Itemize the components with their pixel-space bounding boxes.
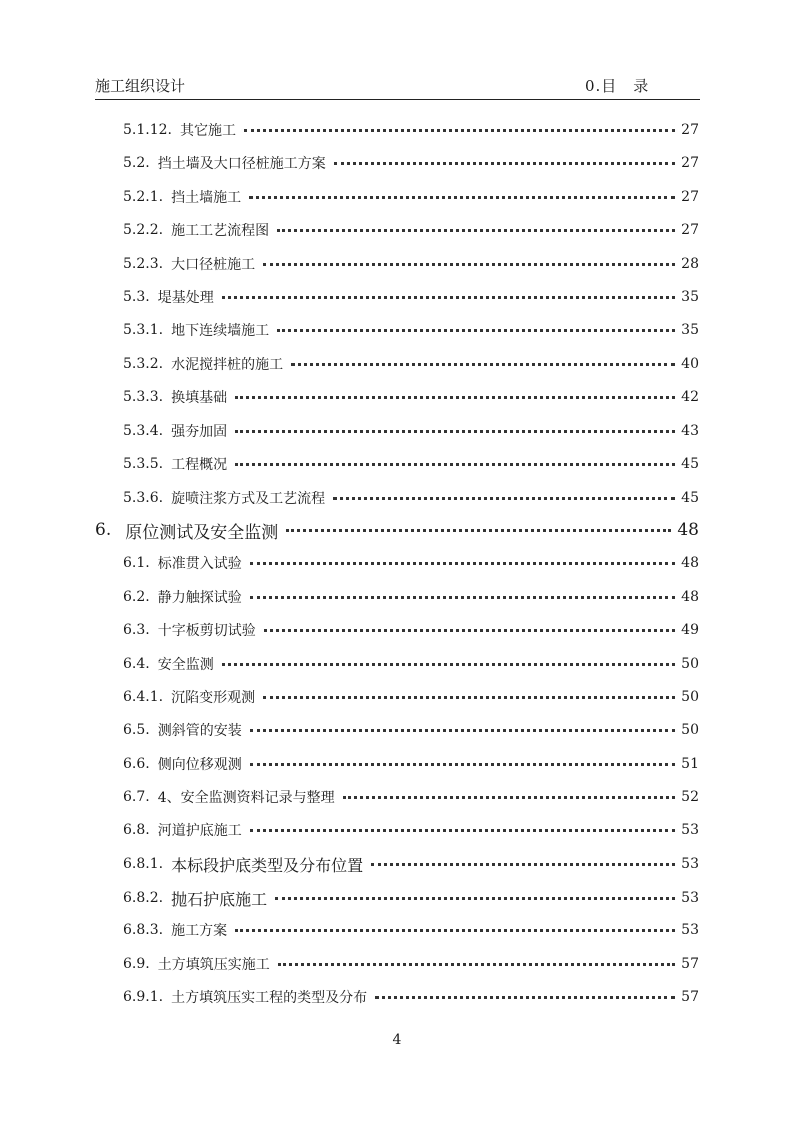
toc-entry[interactable] [123,318,699,342]
toc-entry-page: 48 [681,555,699,571]
toc-entry-title: 其它施工 [179,123,236,139]
toc-entry-title: 施工工艺流程图 [171,223,270,239]
toc-entry[interactable] [95,518,699,542]
toc-entry-page: 28 [681,256,699,272]
toc-entry[interactable] [123,486,699,510]
toc-entry-number: 5.1.12. [123,122,172,138]
toc-entry-number: 5.3.1. [123,322,164,338]
toc-entry-page: 50 [681,656,699,672]
document-title: 施工组织设计 [95,77,186,95]
page-header [95,77,700,100]
dot-leader [269,218,681,242]
toc-entry-page: 53 [681,890,699,906]
toc-entry[interactable] [123,752,699,776]
dot-leader [214,652,681,676]
toc-entry[interactable] [123,952,699,976]
toc-entry-page: 50 [681,722,699,738]
toc-entry-title: 侧向位移观测 [157,757,242,773]
toc-entry-page: 57 [681,989,699,1005]
toc-entry-number: 6.2. [123,589,150,605]
toc-entry-title: 十字板剪切试验 [157,623,256,639]
dot-leader [227,419,681,443]
toc-entry-title: 施工方案 [171,923,228,939]
toc-entry-page: 43 [681,423,699,439]
toc-entry[interactable] [123,652,699,676]
dot-leader [242,585,681,609]
toc-entry-page: 53 [681,856,699,872]
toc-entry-number: 5.3.6. [123,490,164,506]
dot-leader [326,151,681,175]
toc-entry[interactable] [123,185,699,209]
toc-entry-page: 48 [677,520,699,540]
toc-entry-page: 27 [681,222,699,238]
toc-entry-title: 地下连续墙施工 [171,323,270,339]
dot-leader [227,918,681,942]
toc-entry[interactable] [123,252,699,276]
toc-entry[interactable] [123,818,699,842]
dot-leader [214,285,681,309]
toc-entry-number: 5.2.2. [123,222,164,238]
toc-entry-page: 48 [681,589,699,605]
toc-entry-number: 6.3. [123,622,150,638]
toc-entry-page: 49 [681,622,699,638]
dot-leader [255,252,681,276]
toc-entry-number: 5.2. [123,155,150,171]
toc-entry-page: 53 [681,922,699,938]
toc-entry-title: 土方填筑压实工程的类型及分布 [171,990,368,1006]
dot-leader [227,452,681,476]
toc-entry-page: 50 [681,689,699,705]
dot-leader [242,752,681,776]
toc-entry[interactable] [123,385,699,409]
toc-entry-title: 旋喷注浆方式及工艺流程 [171,491,326,507]
toc-entry[interactable] [123,918,699,942]
dot-leader [325,486,681,510]
toc-entry-page: 45 [681,490,699,506]
toc-entry[interactable] [123,285,699,309]
toc-entry-number: 6.6. [123,756,150,772]
toc-entry-title: 抛石护底施工 [171,889,268,909]
toc-entry-title: 原位测试及安全监测 [125,522,279,543]
dot-leader [255,685,681,709]
toc-entry-title: 堤基处理 [157,290,214,306]
toc-entry-title: 工程概况 [171,457,228,473]
page-number: 4 [392,1032,402,1048]
toc-entry-page: 42 [681,389,699,405]
dot-leader [283,352,681,376]
toc-entry-number: 5.3.2. [123,356,164,372]
toc-entry-number: 6.4.1. [123,689,164,705]
toc-entry-number: 5.3.3. [123,389,164,405]
toc-entry-title: 挡土墙及大口径桩施工方案 [157,156,326,172]
toc-entry-number: 6.7. [123,789,150,805]
toc-entry-page: 27 [681,155,699,171]
toc-entry-title: 土方填筑压实施工 [157,957,270,973]
dot-leader [256,618,681,642]
toc-entry-number: 5.3. [123,289,150,305]
toc-entry-title: 大口径桩施工 [171,257,256,273]
toc-entry-page: 51 [681,756,699,772]
toc-entry[interactable] [123,419,699,443]
toc-entry[interactable] [123,785,699,809]
toc-entry-title: 挡土墙施工 [171,190,242,206]
toc-entry[interactable] [123,886,699,910]
toc-entry-page: 35 [681,322,699,338]
dot-leader [270,952,681,976]
toc-entry-number: 6.5. [123,722,150,738]
toc-entry-number: 6.9. [123,956,150,972]
toc-entry-page: 52 [681,789,699,805]
toc-entry-page: 57 [681,956,699,972]
toc-entry-title: 静力触探试验 [157,590,242,606]
toc-entry[interactable] [123,585,699,609]
toc-entry[interactable] [123,118,699,142]
toc-entry-number: 6.9.1. [123,989,164,1005]
toc-entry[interactable] [123,352,699,376]
dot-leader [242,818,681,842]
toc-entry[interactable] [123,985,699,1009]
toc-entry-number: 6.8.1. [123,856,164,872]
toc-entry-number: 5.2.1. [123,189,164,205]
toc-entry[interactable] [123,685,699,709]
toc-entry-title: 标准贯入试验 [157,556,242,572]
dot-leader [269,318,681,342]
toc-entry-number: 5.2.3. [123,256,164,272]
dot-leader [367,985,681,1009]
toc-entry[interactable] [123,218,699,242]
toc-entry-page: 40 [681,356,699,372]
toc-entry[interactable] [123,852,699,876]
toc-entry[interactable] [123,151,699,175]
toc-entry-number: 6.8.3. [123,922,164,938]
toc-entry-title: 强夯加固 [171,424,228,440]
toc-entry-page: 45 [681,456,699,472]
toc-entry-page: 27 [681,189,699,205]
section-title: 0.目 录 [585,77,650,95]
dot-leader [236,118,681,142]
toc-entry-number: 5.3.4. [123,423,164,439]
toc-entry-title: 换填基础 [171,390,228,406]
dot-leader [363,852,681,876]
dot-leader [241,185,681,209]
toc-entry[interactable] [123,718,699,742]
dot-leader [227,385,681,409]
toc-entry-title: 本标段护底类型及分布位置 [171,855,364,875]
toc-entry[interactable] [123,452,699,476]
toc-entry-title: 安全监测 [157,657,214,673]
toc-entry-number: 5.3.5. [123,456,164,472]
toc-entry-page: 53 [681,822,699,838]
toc-entry-number: 6.1. [123,555,150,571]
dot-leader [335,785,681,809]
toc-entry-number: 6.8. [123,822,150,838]
dot-leader [278,518,677,542]
dot-leader [267,886,681,910]
dot-leader [242,551,681,575]
toc-entry-number: 6.4. [123,656,150,672]
toc-entry-number: 6.8.2. [123,890,164,906]
toc-entry-title: 测斜管的安装 [157,723,242,739]
toc-entry-number: 6. [95,520,112,540]
toc-entry-page: 35 [681,289,699,305]
toc-entry[interactable] [123,551,699,575]
toc-entry-page: 27 [681,122,699,138]
toc-entry-title: 河道护底施工 [157,823,242,839]
toc-entry-title: 4、安全监测资料记录与整理 [157,790,335,806]
toc-entry-title: 水泥搅拌桩的施工 [171,357,284,373]
toc-entry[interactable] [123,618,699,642]
dot-leader [242,718,681,742]
toc-entry-title: 沉陷变形观测 [171,690,256,706]
